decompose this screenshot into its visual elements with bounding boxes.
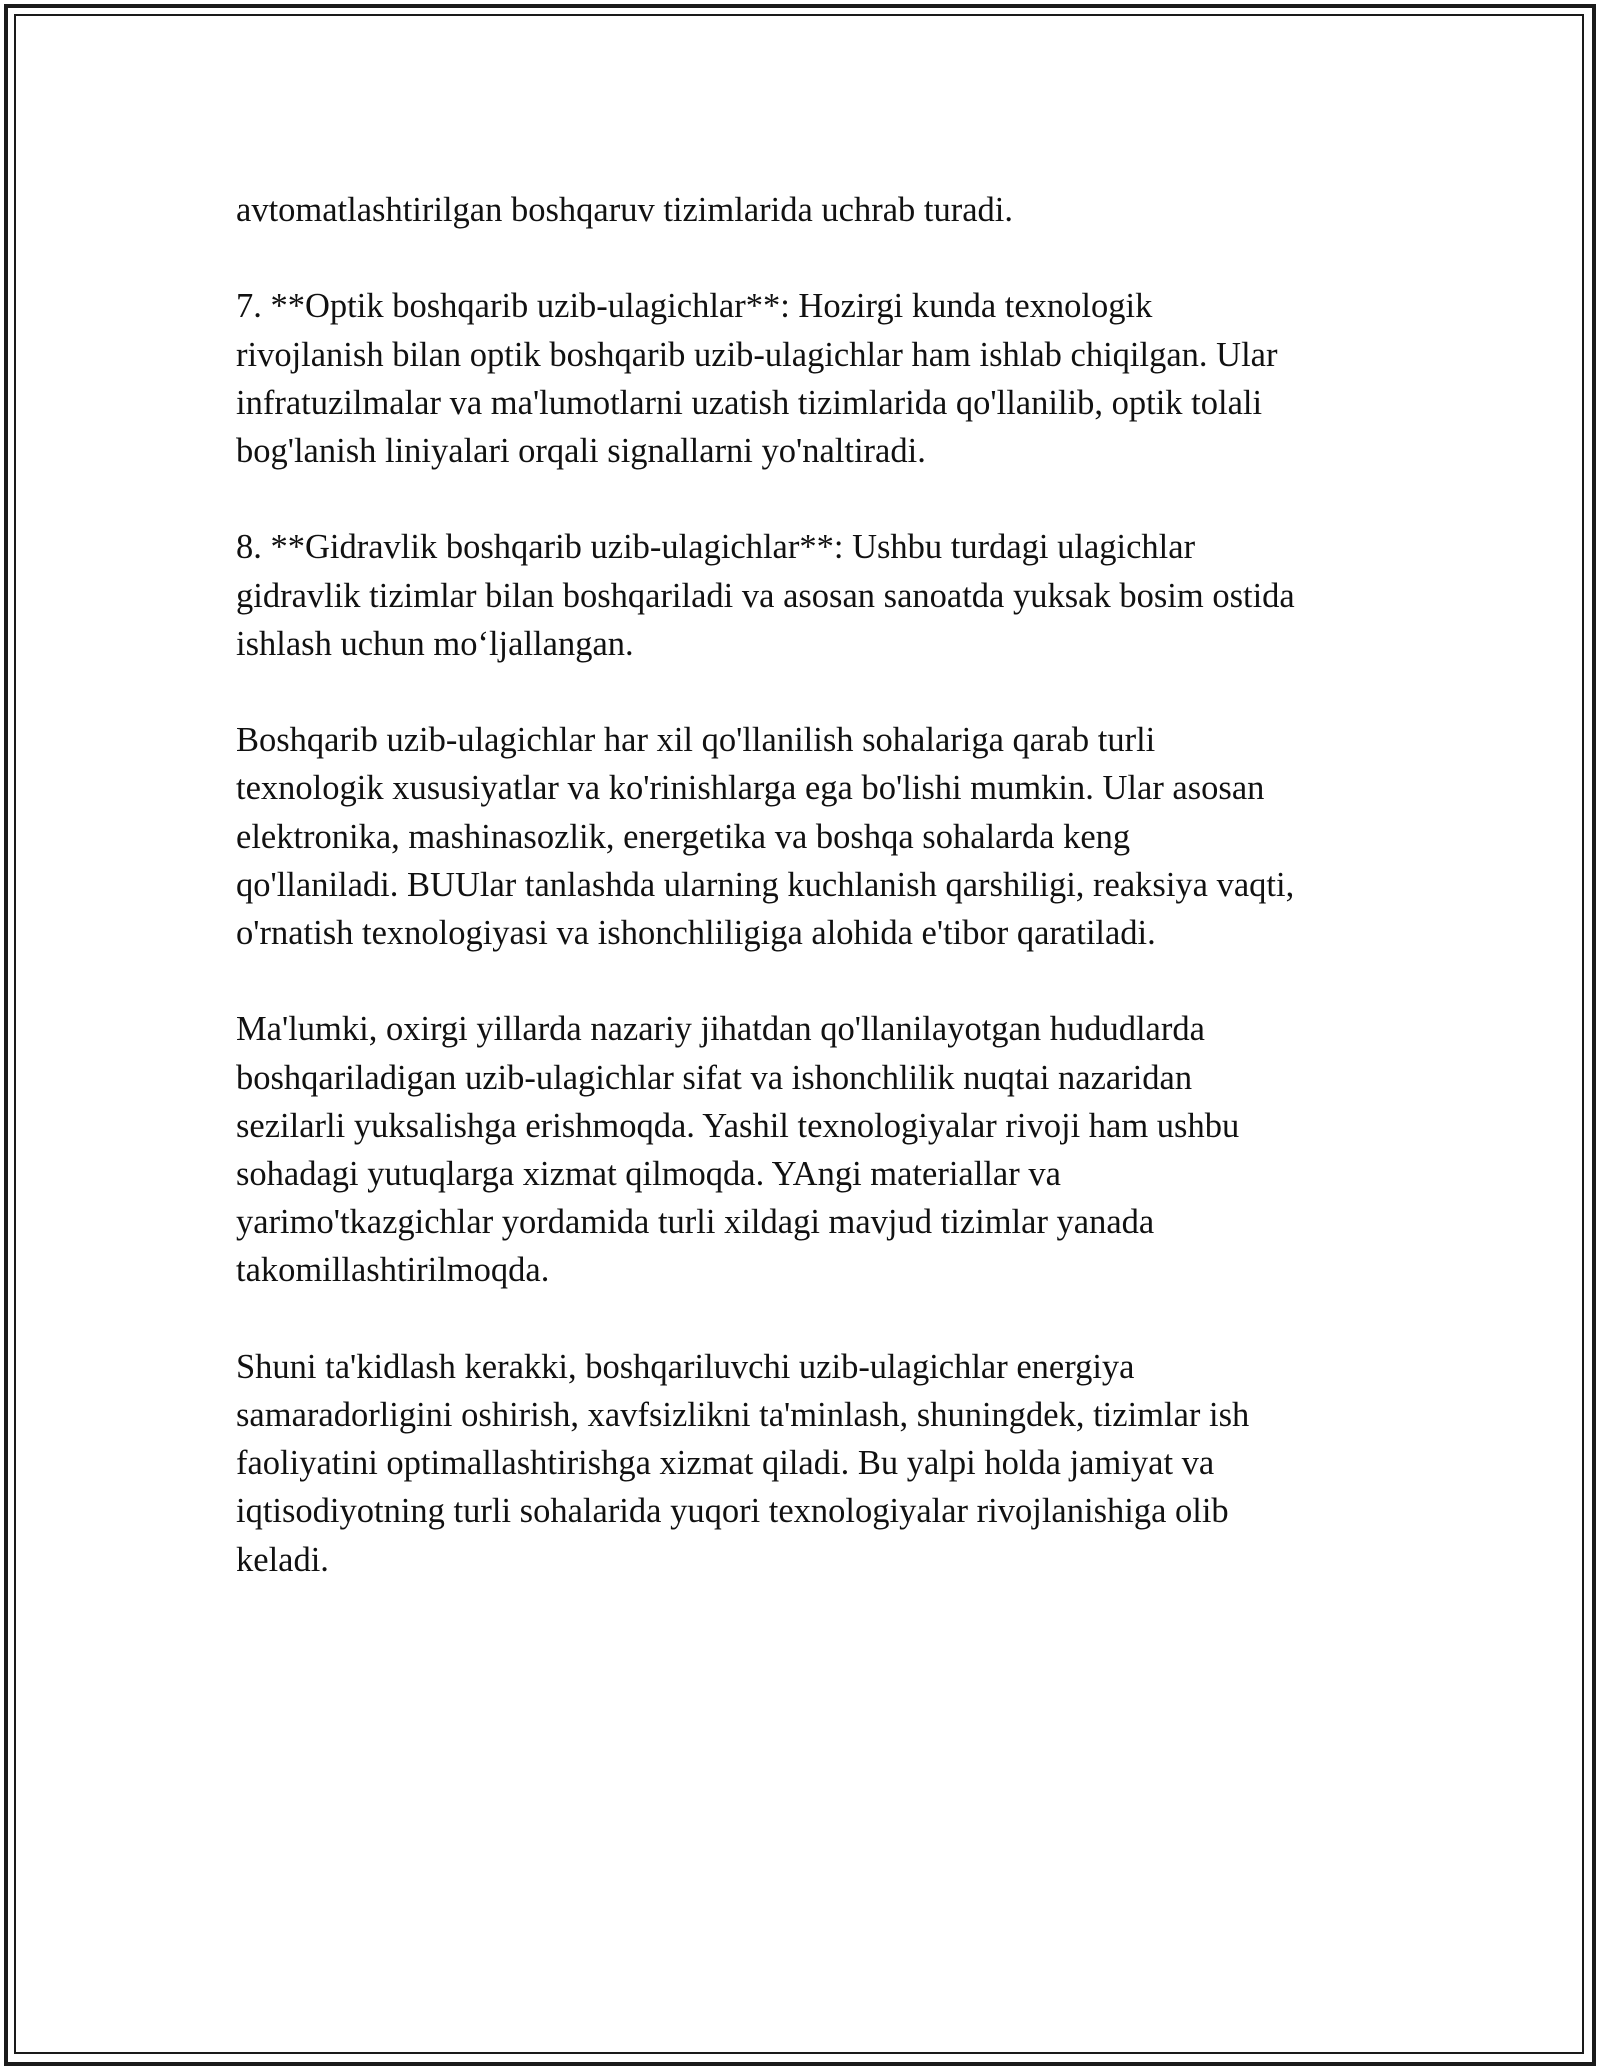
text-line: keladi. xyxy=(236,1540,329,1579)
text-line: iqtisodiyotning turli sohalarida yuqori texnologiyalar rivojlanishiga olib xyxy=(236,1492,1229,1531)
text-line: texnologik xususiyatlar va ko'rinishlarga ega bo'lishi mumkin. Ular asosan xyxy=(236,769,1265,808)
paragraph-gidravlik xyxy=(236,523,1366,668)
text-line: qo'llaniladi. BUUlar tanlashda ularning kuchlanish qarshiligi, reaksiya vaqti, xyxy=(236,865,1295,904)
document-body xyxy=(236,186,1366,1632)
text-line: samaradorligini oshirish, xavfsizlikni ta'minlash, shuningdek, tizimlar ish xyxy=(236,1396,1250,1434)
text-line: elektronika, mashinasozlik, energetika va boshqa sohalarda keng xyxy=(236,817,1131,856)
paragraph-xulosa xyxy=(236,1343,1366,1584)
text-line: ishlash uchun mo‘ljallangan. xyxy=(236,624,634,663)
text-line: avtomatlashtirilgan boshqaruv tizimlarida uchrab turadi. xyxy=(236,191,1013,229)
text-line: takomillashtirilmoqda. xyxy=(236,1251,550,1290)
text-line: faoliyatini optimallashtirishga xizmat qiladi. Bu yalpi holda jamiyat va xyxy=(236,1444,1215,1483)
text-line: sohadagi yutuqlarga xizmat qilmoqda. YAngi materiallar va xyxy=(236,1155,1061,1193)
text-line: sezilarli yuksalishga erishmoqda. Yashil texnologiyalar rivoji ham ushbu xyxy=(236,1106,1240,1145)
paragraph-optik xyxy=(236,282,1366,475)
paragraph-yutuqlar xyxy=(236,1005,1366,1294)
text-line: Shuni ta'kidlash kerakki, boshqariluvchi uzib-ulagichlar energiya xyxy=(236,1347,1135,1386)
text-line: 7. **Optik boshqarib uzib-ulagichlar**: Hozirgi kunda texnologik xyxy=(236,287,1153,326)
text-line: rivojlanish bilan optik boshqarib uzib-ulagichlar ham ishlab chiqilgan. Ular xyxy=(236,335,1278,374)
text-line: Boshqarib uzib-ulagichlar har xil qo'llanilish sohalariga qarab turli xyxy=(236,721,1156,760)
paragraph-continuation xyxy=(236,186,1366,234)
text-line: gidravlik tizimlar bilan boshqariladi va asosan sanoatda yuksak bosim ostida xyxy=(236,576,1295,615)
paragraph-qollanilish xyxy=(236,716,1366,957)
text-line: Ma'lumki, oxirgi yillarda nazariy jihatdan qo'llanilayotgan hududlarda xyxy=(236,1010,1205,1049)
text-line: bog'lanish liniyalari orqali signallarni yo'naltiradi. xyxy=(236,432,926,470)
text-line: o'rnatish texnologiyasi va ishonchliligiga alohida e'tibor qaratiladi. xyxy=(236,914,1156,952)
text-line: 8. **Gidravlik boshqarib uzib-ulagichlar**: Ushbu turdagi ulagichlar xyxy=(236,528,1196,567)
text-line: infratuzilmalar va ma'lumotlarni uzatish tizimlarida qo'llanilib, optik tolali xyxy=(236,383,1263,422)
text-line: yarimo'tkazgichlar yordamida turli xildagi mavjud tizimlar yanada xyxy=(236,1203,1155,1242)
text-line: boshqariladigan uzib-ulagichlar sifat va ishonchlilik nuqtai nazaridan xyxy=(236,1058,1193,1097)
